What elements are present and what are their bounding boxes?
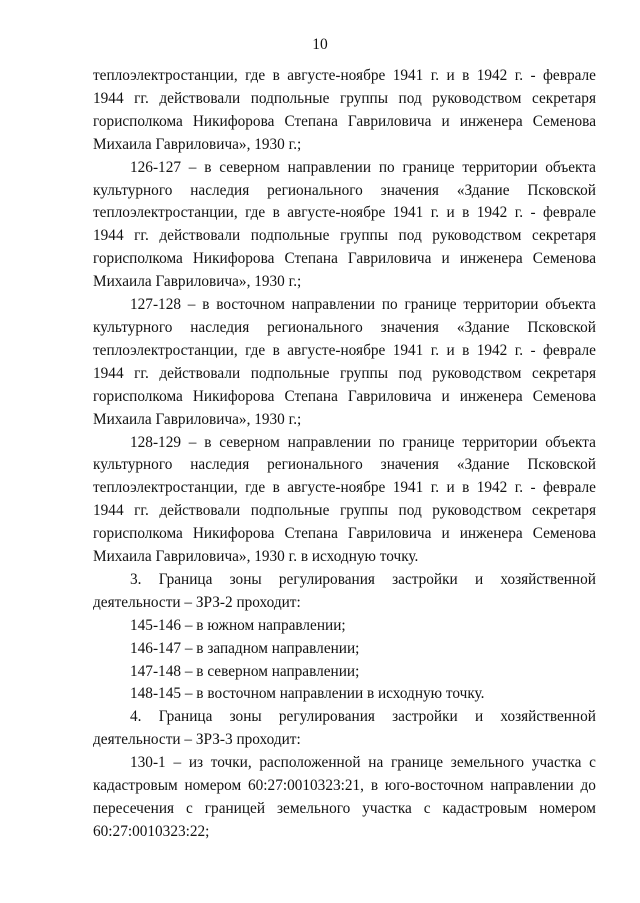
text-line: 4. Граница зоны регулирования застройки и хозяйственной <box>130 708 596 726</box>
text-line: теплоэлектростанции, где в августе-ноябре 1941 г. и в 1942 г. - феврале <box>93 479 596 497</box>
paragraph <box>93 294 596 431</box>
text-line: 130-1 – из точки, расположенной на границе земельного участка с <box>130 754 596 772</box>
text-line: горисполкома Никифорова Степана Гавриловича и инженера Семенова <box>93 112 596 130</box>
paragraph <box>93 683 596 706</box>
text-line: 127-128 – в восточном направлении по границе территории объекта <box>130 296 596 314</box>
paragraph <box>93 615 596 638</box>
text-line: культурного наследия регионального значения «Здание Псковской <box>93 181 596 199</box>
page-number: 10 <box>312 36 328 53</box>
text-line: Михаила Гавриловича», 1930 г.; <box>93 410 302 428</box>
paragraph <box>93 752 596 844</box>
text-line: 147-148 – в северном направлении; <box>130 662 360 680</box>
text-line: культурного наследия регионального значения «Здание Псковской <box>93 456 596 474</box>
text-line: 148-145 – в восточном направлении в исходную точку. <box>130 685 485 703</box>
paragraph <box>93 569 596 615</box>
text-line: теплоэлектростанции, где в августе-ноябре 1941 г. и в 1942 г. - феврале <box>93 341 596 359</box>
text-line: деятельности – ЗРЗ-2 проходит: <box>93 593 301 611</box>
text-line: 128-129 – в северном направлении по границе территории объекта <box>130 433 596 451</box>
text-line: 146-147 – в западном направлении; <box>130 639 360 657</box>
text-line: 3. Граница зоны регулирования застройки и хозяйственной <box>130 570 596 588</box>
text-line: 1944 гг. действовали подпольные группы под руководством секретаря <box>93 502 596 520</box>
text-line: 1944 гг. действовали подпольные группы под руководством секретаря <box>93 89 596 107</box>
paragraph <box>93 706 596 752</box>
paragraph <box>93 65 596 157</box>
paragraph <box>93 157 596 294</box>
text-line: кадастровым номером 60:27:0010323:21, в юго-восточном направлении до <box>93 777 596 795</box>
text-line: деятельности – ЗРЗ-3 проходит: <box>93 731 301 749</box>
text-line: 126-127 – в северном направлении по границе территории объекта <box>130 158 596 176</box>
text-line: 1944 гг. действовали подпольные группы под руководством секретаря <box>93 364 596 382</box>
paragraph <box>93 661 596 684</box>
text-line: 60:27:0010323:22; <box>93 822 210 840</box>
paragraph <box>93 432 596 569</box>
text-line: Михаила Гавриловича», 1930 г.; <box>93 273 302 291</box>
text-line: культурного наследия регионального значения «Здание Псковской <box>93 318 596 336</box>
text-line: теплоэлектростанции, где в августе-ноябре 1941 г. и в 1942 г. - феврале <box>93 204 596 222</box>
text-line: Михаила Гавриловича», 1930 г. в исходную точку. <box>93 548 419 566</box>
text-line: горисполкома Никифорова Степана Гавриловича и инженера Семенова <box>93 387 596 405</box>
text-line: 1944 гг. действовали подпольные группы под руководством секретаря <box>93 227 596 245</box>
text-line: горисполкома Никифорова Степана Гавриловича и инженера Семенова <box>93 250 596 268</box>
text-line: пересечения с границей земельного участка с кадастровым номером <box>93 800 596 817</box>
document-body <box>93 65 596 844</box>
text-line: теплоэлектростанции, где в августе-ноябре 1941 г. и в 1942 г. - феврале <box>93 67 596 84</box>
text-line: 145-146 – в южном направлении; <box>130 616 346 634</box>
paragraph <box>93 638 596 661</box>
text-line: горисполкома Никифорова Степана Гавриловича и инженера Семенова <box>93 525 596 543</box>
text-line: Михаила Гавриловича», 1930 г.; <box>93 135 302 153</box>
